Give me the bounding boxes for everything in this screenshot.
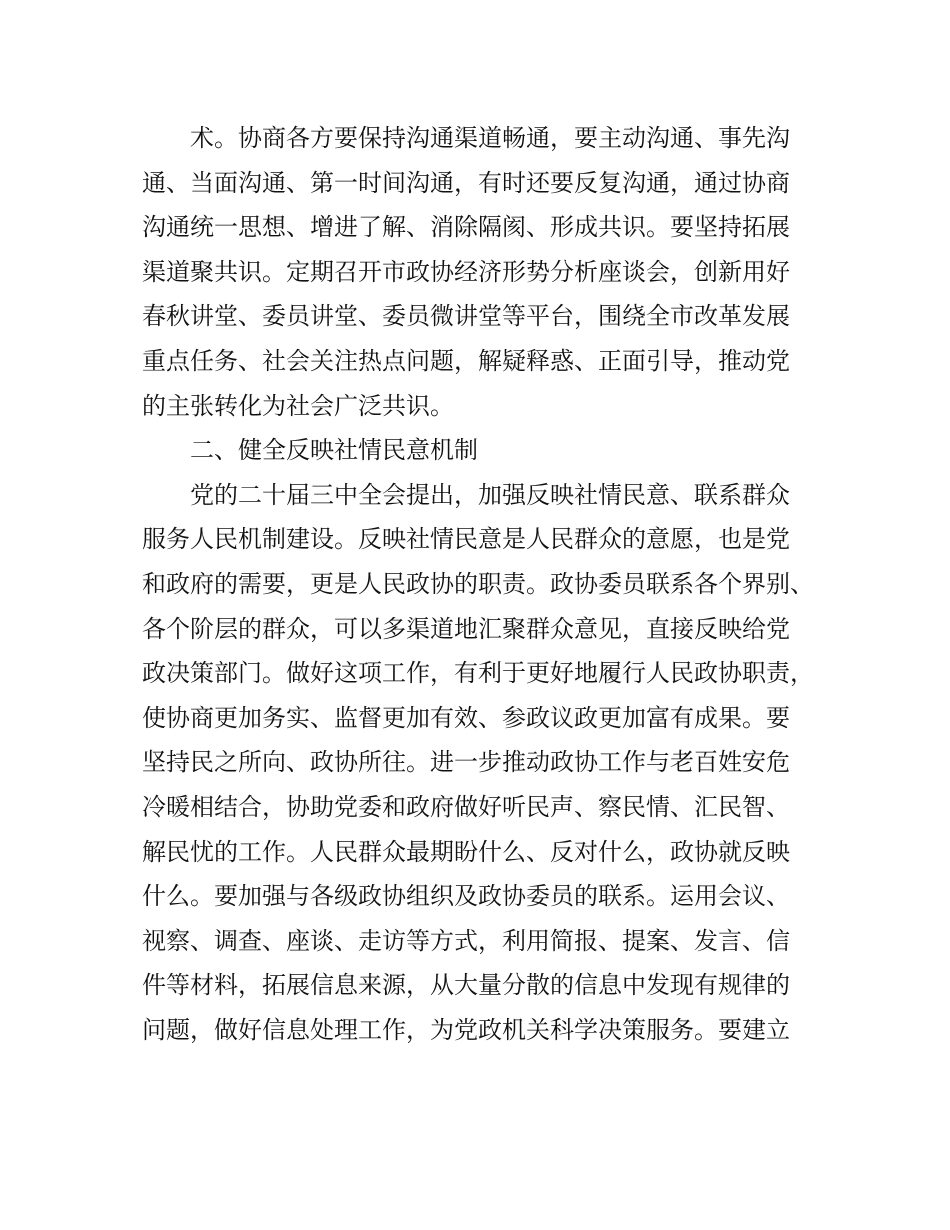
paragraph-line: 服务人民机制建设。反映社情民意是人民群众的意愿，也是党 [142, 525, 790, 554]
paragraph-line: 解民忧的工作。人民群众最期盼什么、反对什么，政协就反映 [142, 837, 790, 866]
paragraph-line: 术。协商各方要保持沟通渠道畅通，要主动沟通、事先沟 [190, 124, 790, 152]
paragraph-line: 件等材料，拓展信息来源，从大量分散的信息中发现有规律的 [142, 971, 790, 1000]
paragraph-line: 什么。要加强与各级政协组织及政协委员的联系。运用会议、 [142, 882, 790, 911]
paragraph-line: 沟通统一思想、增进了解、消除隔阂、形成共识。要坚持拓展 [142, 213, 790, 242]
paragraph-line: 问题，做好信息处理工作，为党政机关科学决策服务。要建立 [142, 1015, 790, 1044]
paragraph-line: 通、当面沟通、第一时间沟通，有时还要反复沟通，通过协商 [142, 168, 790, 197]
paragraph-line: 春秋讲堂、委员讲堂、委员微讲堂等平台，围绕全市改革发展 [142, 302, 790, 331]
paragraph-line: 党的二十届三中全会提出，加强反映社情民意、联系群众 [190, 480, 790, 509]
paragraph-line: 冷暖相结合，协助党委和政府做好听民声、察民情、汇民智、 [142, 792, 790, 821]
paragraph-line: 重点任务、社会关注热点问题，解疑释惑、正面引导，推动党 [142, 346, 790, 375]
paragraph-line: 的主张转化为社会广泛共识。 [142, 391, 454, 420]
paragraph-line: 使协商更加务实、监督更加有效、参政议政更加富有成果。要 [142, 703, 790, 732]
paragraph-line: 渠道聚共识。定期召开市政协经济形势分析座谈会，创新用好 [142, 257, 790, 286]
paragraph-line: 坚持民之所向、政协所往。进一步推动政协工作与老百姓安危 [142, 748, 790, 777]
paragraph-line: 政决策部门。做好这项工作，有利于更好地履行人民政协职责， [142, 659, 814, 688]
section-heading: 二、健全反映社情民意机制 [190, 436, 478, 465]
paragraph-line: 视察、调查、座谈、走访等方式，利用简报、提案、发言、信 [142, 926, 790, 955]
document-body [142, 116, 822, 1052]
paragraph-line: 和政府的需要，更是人民政协的职责。政协委员联系各个界别、 [142, 569, 814, 598]
paragraph-line: 各个阶层的群众，可以多渠道地汇聚群众意见，直接反映给党 [142, 614, 790, 643]
